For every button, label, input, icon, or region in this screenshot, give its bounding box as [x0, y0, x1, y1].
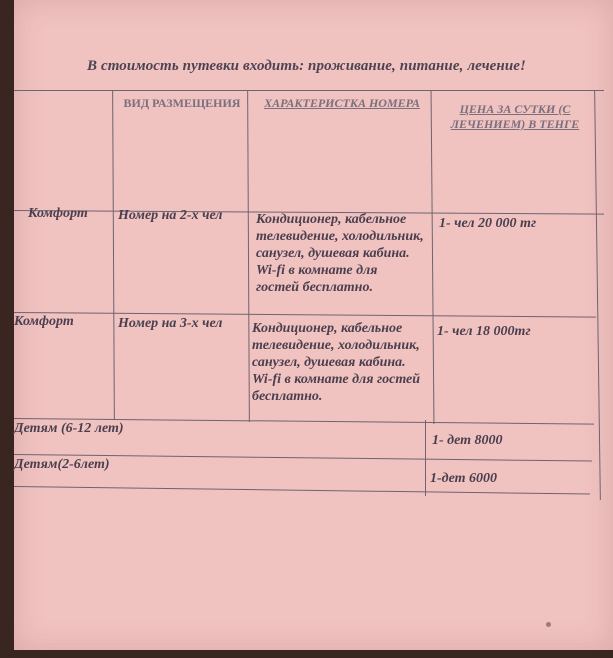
- row4-price: 1-дет 6000: [430, 471, 498, 486]
- row4-category: Детям(2-6лет): [14, 457, 110, 472]
- header-features: ХАРАКТЕРИСТКА НОМЕРА: [264, 96, 420, 110]
- header-placement: ВИД РАЗМЕЩЕНИЯ: [123, 96, 241, 110]
- row2-category: Комфорт: [14, 314, 74, 329]
- col-divider-inner: [425, 420, 426, 496]
- row3-category: Детям (6-12 лет): [14, 421, 124, 436]
- row1-price: 1- чел 20 000 тг: [439, 216, 537, 231]
- pin-mark: [546, 622, 551, 627]
- row1-placement: Номер на 2-х чел: [118, 208, 223, 223]
- row2-features: Кондиционер, кабельное телевидение, холодильник, санузел, душевая кабина. Wi-fi в комнате для гостей бесплатно.: [252, 321, 421, 404]
- row2-price: 1- чел 18 000тг: [437, 324, 531, 339]
- row1-category: Комфорт: [28, 206, 88, 221]
- header-price: ЦЕНА ЗА СУТКИ (С ЛЕЧЕНИЕМ) В ТЕНГЕ: [450, 102, 580, 131]
- page-heading: В стоимость путевки входить: проживание, питание, лечение!: [87, 58, 526, 74]
- table-border-top: [14, 90, 604, 91]
- row2-placement: Номер на 3-х чел: [118, 316, 223, 331]
- row1-features: Кондиционер, кабельное телевидение, холодильник, санузел, душевая кабина. Wi-fi в комнате для гостей бесплатно.: [256, 212, 424, 295]
- row3-price: 1- дет 8000: [432, 433, 503, 448]
